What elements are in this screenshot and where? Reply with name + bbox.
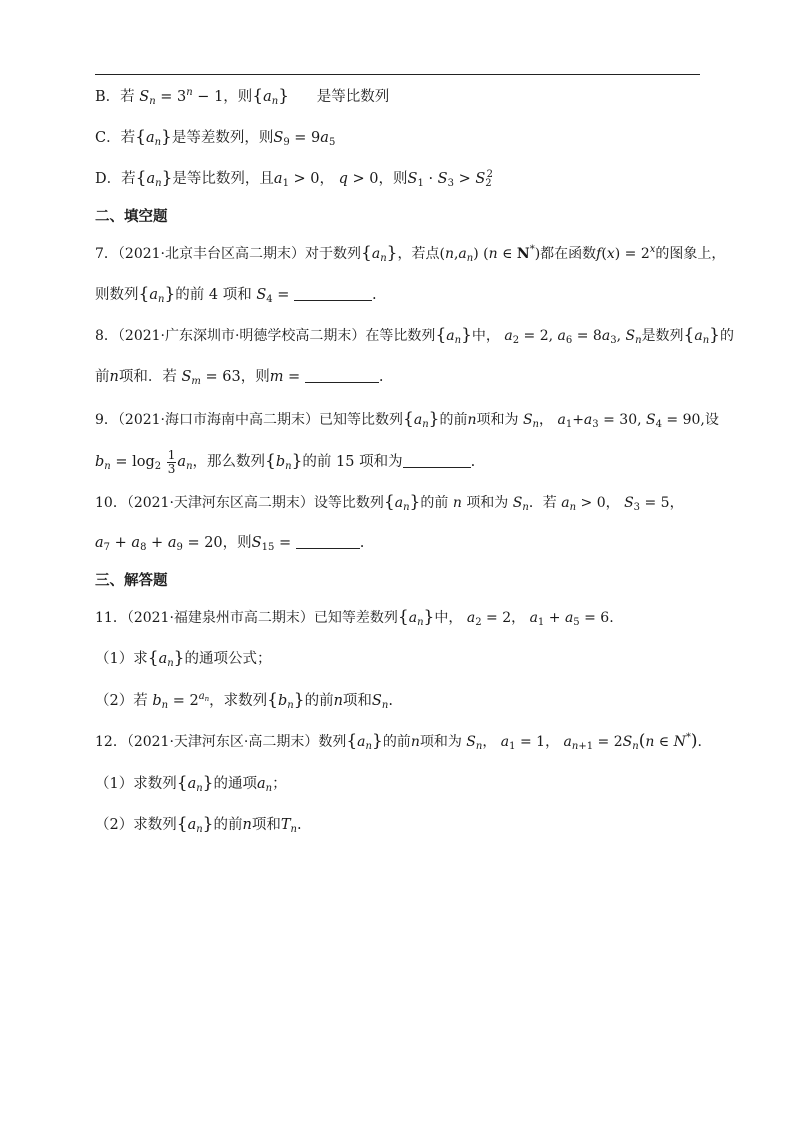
header-rule [95,74,700,75]
option-b: B．若 $S_n = 3^n - 1$，则$\{a_n\}$ 是等比数列 [95,86,390,107]
question-10-line2: $a_7 + a_8 + a_9 = 20$，则$S_{15}$ = . [95,535,365,553]
question-7-line2: 则数列$\{a_n\}$的前 4 项和 $S_4$ = . [95,284,377,305]
answer-blank[interactable] [296,533,360,549]
option-c: C．若$\{a_n\}$是等差数列，则$S_9 = 9a_5$ [95,127,336,148]
answer-blank[interactable] [305,367,379,383]
question-12-part2: （2）求数列$\{a_n\}$的前n项和$T_n$. [95,814,302,835]
question-10-line1: 10．（2021·天津河东区高二期末）设等比数列$\{a_n\}$的前 n 项和为 $S_n$．若 $a_n > 0$， $S_3 = 5$， [95,492,684,513]
question-11-part1: （1）求$\{a_n\}$的通项公式； [95,648,272,669]
section-solve: 三、解答题 [95,572,168,589]
section-fill-blank: 二、填空题 [95,208,168,225]
question-12-part1: （1）求数列$\{a_n\}$的通项$a_n$； [95,773,287,794]
question-12-line1: 12．（2021·天津河东区·高二期末）数列$\{a_n\}$的前n项和为 $S_n$， $a_1 = 1$， $a_{n+1} = 2S_n(n$ ∈ N*). [95,731,702,752]
question-8-line1: 8．（2021·广东深圳市·明德学校高二期末）在等比数列$\{a_n\}$中， $a_2 = 2$, $a_6 = 8a_3$, $S_n$是数列$\{a_n\}$的 [95,325,734,346]
question-9-line2: $b_n = \log_2$ $\frac{1}{3}$ $a_n$，那么数列$\{b_n\}$的前 15 项和为 . [95,447,476,476]
answer-blank[interactable] [294,285,372,301]
option-d: D．若$\{a_n\}$是等比数列，且$a_1 > 0$， q > 0，则$S_1 \cdot S_3 > S_2^2$ [95,168,494,189]
question-9-line1: 9．（2021·海口市海南中高二期末）已知等比数列$\{a_n\}$的前n项和为 $S_n$， $a_1+a_3 = 30$, $S_4 = 90$,设 [95,409,719,430]
question-11-part2: （2）若 $b_n = 2^{a_n}$，求数列$\{b_n\}$的前n项和$S_n$. [95,690,393,711]
question-8-line2: 前n项和．若 $S_m = 63$，则m = . [95,369,384,387]
question-7-line1: 7．（2021·北京丰台区高二期末）对于数列$\{a_n\}$，若点$(n,a_n)$ (n ∈ N*)都在函数$f(x) = 2^x$的图象上， [95,243,726,264]
answer-blank[interactable] [403,452,471,468]
question-11-line1: 11．（2021·福建泉州市高二期末）已知等差数列$\{a_n\}$中， $a_2 = 2$， $a_1 + a_5 = 6$. [95,607,614,628]
